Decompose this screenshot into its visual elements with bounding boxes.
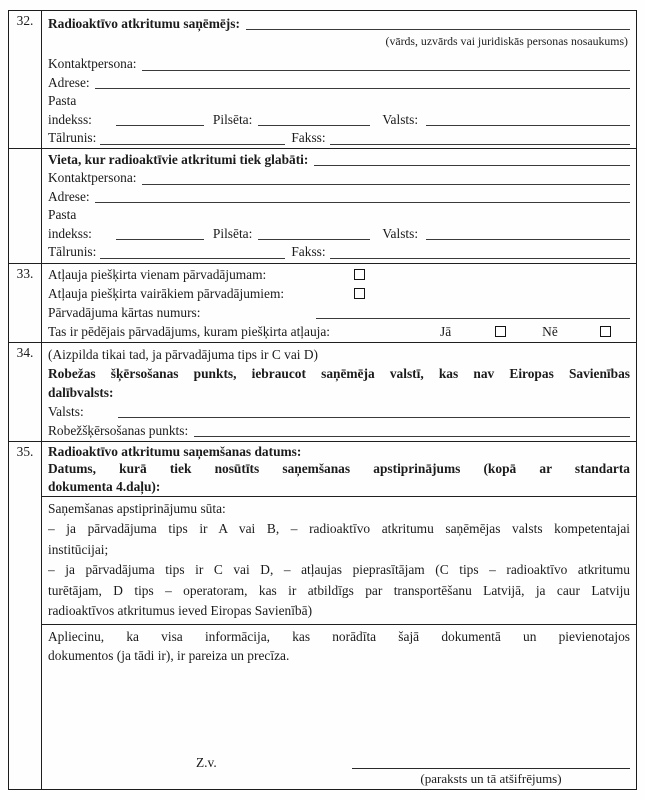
row-33-permit xyxy=(9,264,636,343)
receiver-phone-line[interactable] xyxy=(100,133,285,145)
border-country-label: Valsts: xyxy=(48,403,84,419)
receiver-fax-line[interactable] xyxy=(330,133,630,145)
receiver-fax-label: Fakss: xyxy=(291,130,326,145)
receipt-date-title: Radioaktīvo atkritumu saņemšanas datums: xyxy=(48,443,302,459)
storage-postal-line[interactable] xyxy=(116,228,204,240)
storage-contact-label: Kontaktpersona: xyxy=(48,170,137,185)
storage-phone-line[interactable] xyxy=(100,247,285,259)
receiver-section xyxy=(42,11,636,148)
storage-place-line[interactable] xyxy=(314,154,630,166)
row-32-receiver xyxy=(9,11,636,149)
receiver-city-label: Pilsēta: xyxy=(212,111,253,127)
declaration-subrow xyxy=(42,625,636,790)
no-label: Nē xyxy=(542,323,558,339)
type-cd-line2: turētājam, D tips – operatoram, kas ir atbildīgs par transportēšanu Latvijā, ja caur Latviju xyxy=(48,582,630,598)
permit-section xyxy=(42,264,636,342)
row-number-33: 33. xyxy=(9,264,42,342)
receiver-phone-label: Tālrunis: xyxy=(48,130,97,145)
receiver-contact-label: Kontaktpersona: xyxy=(48,56,137,71)
receiver-title: Radioaktīvo atkritumu saņēmējs: xyxy=(48,16,240,31)
storage-fax-label: Fakss: xyxy=(291,244,326,259)
type-cd-line3: radioaktīvos atkritumus ieved Eiropas Savienībā) xyxy=(48,603,313,618)
border-crossing-title-line1: Robežas šķērsošanas punkts, iebraucot saņēmēja valstī, kas nav Eiropas Savienības xyxy=(48,365,630,381)
row-number-32: 32. xyxy=(9,11,42,148)
row-storage-place xyxy=(9,149,636,264)
border-crossing-section xyxy=(42,343,636,441)
border-point-label: Robežšķērsošanas punkts: xyxy=(48,422,189,438)
single-shipment-label: Atļauja piešķirta vienam pārvadājumam: xyxy=(48,266,267,282)
receiver-contact-line[interactable] xyxy=(142,59,630,71)
row-number-empty xyxy=(9,149,42,263)
storage-phone-label: Tālrunis: xyxy=(48,244,97,259)
shipment-number-label: Pārvadājuma kārtas numurs: xyxy=(48,304,201,320)
row-number-35: 35. xyxy=(9,442,42,790)
signature-line[interactable] xyxy=(352,766,630,769)
confirmation-sent-label: Saņemšanas apstiprinājumu sūta: xyxy=(48,500,226,516)
receiver-address-label: Adrese: xyxy=(48,74,90,90)
declaration-line1: Apliecinu, ka visa informācija, kas norādīta šajā dokumentā un pievienotajos xyxy=(48,628,630,644)
storage-address-line[interactable] xyxy=(95,191,630,203)
row-34-border-crossing xyxy=(9,343,636,442)
border-crossing-note: (Aizpilda tikai tad, ja pārvadājuma tips ir C vai D) xyxy=(48,346,318,362)
receiver-city-line[interactable] xyxy=(258,114,370,126)
checkbox-multiple-shipments[interactable] xyxy=(354,288,365,299)
storage-section xyxy=(42,149,636,263)
border-country-line[interactable] xyxy=(118,406,630,418)
type-cd-line1: – ja pārvadājuma tips ir C vai D, – atļaujas pieprasītājam (C tips – radioaktīvo atkritumu xyxy=(48,562,630,577)
type-ab-line2: institūcijai; xyxy=(48,541,109,557)
signature-block xyxy=(352,766,630,786)
signature-caption: (paraksts un tā atšifrējums) xyxy=(420,771,562,786)
storage-fax-line[interactable] xyxy=(330,247,630,259)
receiver-name-caption: (vārds, uzvārds vai juridiskās personas nosaukums) xyxy=(385,34,628,48)
checkbox-single-shipment[interactable] xyxy=(354,269,365,280)
storage-city-line[interactable] xyxy=(258,228,370,240)
storage-postal-label-2: indekss: xyxy=(48,225,92,241)
receiver-postal-label-1: Pasta xyxy=(48,93,77,108)
last-shipment-label: Tas ir pēdējais pārvadājums, kuram piešķirta atļauja: xyxy=(48,323,331,339)
multiple-shipments-label: Atļauja piešķirta vairākiem pārvadājumiem: xyxy=(48,285,285,301)
confirmation-date-line2: dokumenta 4.daļu): xyxy=(48,478,161,494)
confirmation-recipients-subrow xyxy=(42,497,636,625)
storage-contact-line[interactable] xyxy=(142,173,630,185)
receiver-postal-label-2: indekss: xyxy=(48,111,92,127)
receiver-postal-line[interactable] xyxy=(116,114,204,126)
receipt-section xyxy=(42,442,636,790)
storage-city-label: Pilsēta: xyxy=(212,225,253,241)
shipment-number-line[interactable] xyxy=(316,307,630,319)
receiver-country-line[interactable] xyxy=(426,114,630,126)
signature-area xyxy=(48,755,630,787)
storage-postal-label-1: Pasta xyxy=(48,207,77,222)
declaration-line2: dokumentos (ja tādi ir), ir pareiza un precīza. xyxy=(48,648,290,663)
checkbox-last-shipment-no[interactable] xyxy=(600,326,611,337)
receiver-country-label: Valsts: xyxy=(382,111,419,127)
storage-title: Vieta, kur radioaktīvie atkritumi tiek glabāti: xyxy=(48,151,309,167)
form-table xyxy=(8,10,637,790)
storage-address-label: Adrese: xyxy=(48,188,90,204)
receiver-address-line[interactable] xyxy=(95,77,630,89)
storage-country-line[interactable] xyxy=(426,228,630,240)
receipt-date-subrow xyxy=(42,442,636,497)
storage-country-label: Valsts: xyxy=(382,225,419,241)
confirmation-date-line1: Datums, kurā tiek nosūtīts saņemšanas apstiprinājums (kopā ar standarta xyxy=(48,461,630,476)
border-point-line[interactable] xyxy=(194,425,630,437)
seal-place-label: Z.v. xyxy=(196,755,217,770)
border-crossing-title-line2: dalībvalsts: xyxy=(48,384,114,400)
row-number-34: 34. xyxy=(9,343,42,441)
receiver-name-line[interactable] xyxy=(246,18,630,30)
row-35-receipt xyxy=(9,442,636,790)
checkbox-last-shipment-yes[interactable] xyxy=(495,326,506,337)
type-ab-line1: – ja pārvadājuma tips ir A vai B, – radioaktīvo atkritumu saņēmējas valsts kompetentajai xyxy=(48,521,630,536)
yes-label: Jā xyxy=(440,323,452,339)
